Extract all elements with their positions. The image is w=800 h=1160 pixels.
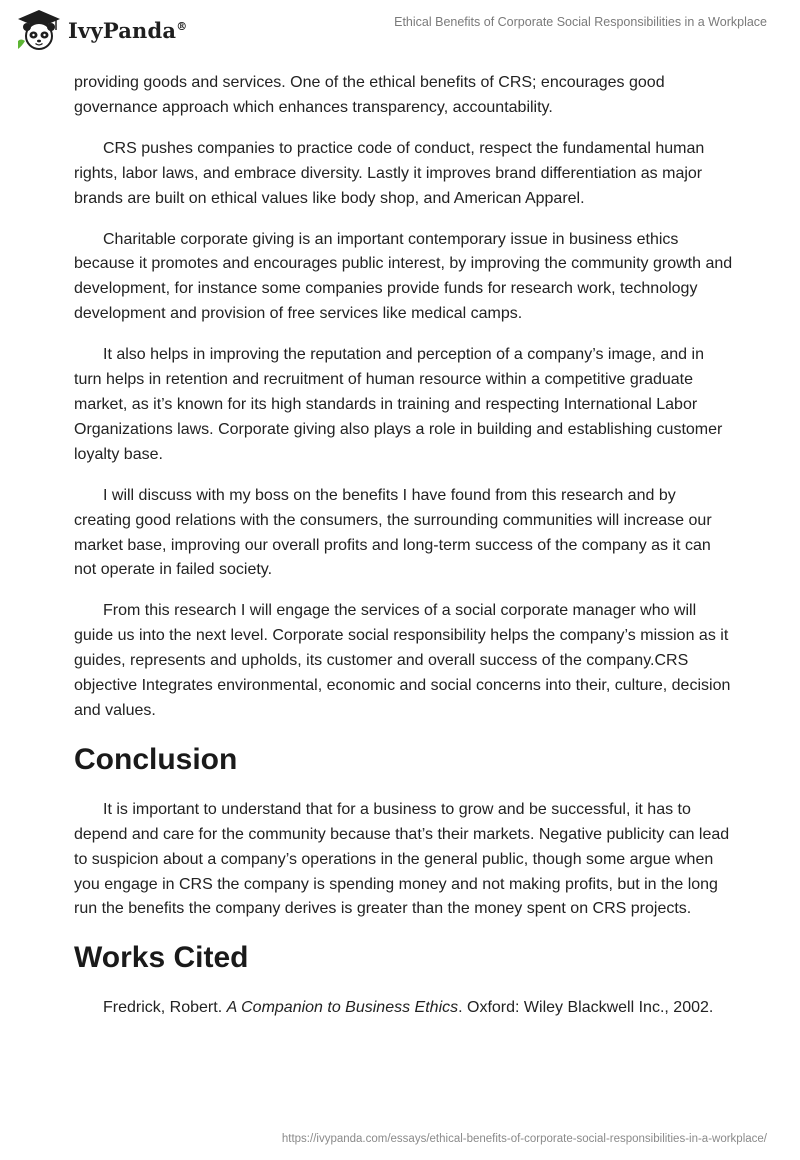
citation-author: Fredrick, Robert. bbox=[103, 999, 223, 1017]
paragraph-continued: providing goods and services. One of the ethical benefits of CRS; encourages good governance approach which enhances transparency, accountability. bbox=[74, 74, 665, 116]
panda-graduate-icon bbox=[16, 8, 62, 52]
essay-body bbox=[74, 71, 734, 1037]
citation-book-title: A Companion to Business Ethics bbox=[226, 999, 459, 1017]
paragraph: CRS pushes companies to practice code of conduct, respect the fundamental human rights, labor laws, and embrace diversity. Lastly it improves brand differentiation as major brands are built on ethical values like body shop, and American Apparel. bbox=[74, 139, 705, 207]
registered-mark: ® bbox=[176, 19, 188, 33]
page-header bbox=[0, 0, 800, 70]
document-title: Ethical Benefits of Corporate Social Responsibilities in a Workplace bbox=[394, 15, 767, 29]
citation-entry bbox=[74, 996, 734, 1021]
brand-logo[interactable] bbox=[16, 8, 187, 52]
works-cited-heading: Works Cited bbox=[74, 941, 249, 975]
paragraph: From this research I will engage the services of a social corporate manager who will guide us into the next level. Corporate social responsibility helps the company’s mission as it guides, represents and upholds, its customer and overall success of the company.CRS objective Integrates environmental, economic and social concerns into their, culture, decision and values. bbox=[74, 602, 731, 719]
source-url[interactable]: https://ivypanda.com/essays/ethical-benefits-of-corporate-social-responsibilities-in-a-workplace/ bbox=[281, 1133, 767, 1145]
paragraph: It also helps in improving the reputation and perception of a company’s image, and in turn helps in retention and recruitment of human resource within a competitive graduate market, as it’s known for its high standards in training and respecting International Labor Organizations laws. Corporate giving also plays a role in building and establishing customer loyalty base. bbox=[74, 346, 723, 463]
citation-publisher: . Oxford: Wiley Blackwell Inc., 2002. bbox=[458, 999, 714, 1017]
paragraph: I will discuss with my boss on the benefits I have found from this research and by creating good relations with the consumers, the surrounding communities will increase our market base, improving our overall profits and long-term success of the company as it can not operate in failed society. bbox=[74, 486, 712, 579]
paragraph: Charitable corporate giving is an important contemporary issue in business ethics because it promotes and encourages public interest, by improving the community growth and development, for instance some companies provide funds for research work, technology development and provision of free services like medical camps. bbox=[74, 230, 733, 323]
conclusion-heading: Conclusion bbox=[74, 742, 238, 776]
brand-name: IvyPanda® bbox=[68, 17, 188, 43]
conclusion-paragraph: It is important to understand that for a business to grow and be successful, it has to depend and care for the community because that’s their markets. Negative publicity can lead to suspicion about a company’s operations in the general public, though some argue when you engage in CRS the company is spending money and not making profits, but in the long run the benefits the company derives is greater than the money spent on CRS projects. bbox=[74, 800, 730, 918]
